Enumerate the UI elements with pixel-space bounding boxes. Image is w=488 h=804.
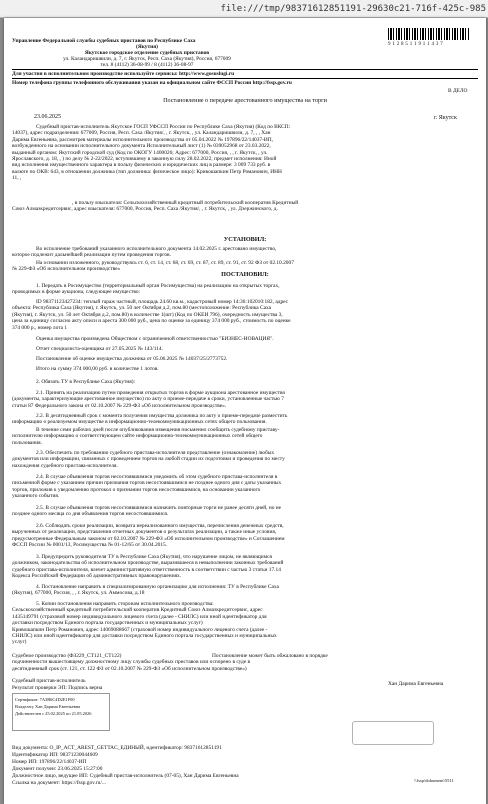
text-line: услуг)	[12, 639, 27, 646]
text-line: На основании изложенного, руководствуясь ст. 6, ст. 14, ст. 68, ст. 69, ст. 87, ст. 89, ст. 91, ст. 92 ФЗ от 02.10.2007	[36, 260, 294, 266]
text-line: ФССП России № 0001/13, Росимущества № 01-12/65 от 30.04.2015.	[12, 542, 168, 549]
signature-check: Результат проверки ЭП: Подпись верна	[12, 685, 103, 691]
divider	[12, 78, 478, 79]
text-line: 14037), адрес подразделения: 677009, Россия, Респ. Саха /Якутия/, , г. Якутск, , ул. Каландаришвили, д. 7, , , Хан	[12, 130, 271, 137]
valuation-line: Оценка имущества произведена Обществом с ограниченной ответственностью "БИЗНЕС-НОВАЦИЯ".	[36, 336, 274, 342]
address-bar[interactable]: file:///tmp/98371612851191-29630c21-716f-425c-985	[0, 0, 488, 18]
text-line: письменной форме с указанием причин признания торгов несостоявшимися не позднее одного дня с даты указанных	[12, 480, 282, 487]
text-line: Союз Алмазкредитсервис, адрес взыскателя: 677000, Россия, Респ. Саха /Якутия/, , г. Якутск, , ул. Дзержинского, д.	[12, 206, 278, 213]
text-line: объекта: Республика Саха (Якутия), г. Якутск, ул. 50 лет Октября д.2, пом.80 (местоположение: Республика Саха	[12, 305, 271, 312]
stamp-icon	[352, 721, 434, 745]
text-line: которое подлежит дальнейшей реализации путем проведения торгов.	[12, 252, 171, 259]
header-line: Якутское городское отделение судебных приставов	[84, 50, 210, 56]
text-line: торгов, приложив к уведомлению протокол о признании торгов несостоявшимися, на основании указанного	[12, 486, 261, 493]
barcode-number: 9 1 2 8 5 1 1 9 1 1 4 3 7	[388, 42, 443, 47]
text-line: СНИЛС) или иной идентификатор для доставки посредством Единого портала государственных и муниципальных	[12, 633, 277, 639]
clause-2-title: 2. Обязать ТУ в Республике Саха (Якутия):	[36, 379, 136, 385]
cert-validity: Действителен с 25.02.2025 по 21.05.2026	[15, 711, 92, 716]
text-line: судебного пристава-исполнителя, влечет административную ответственность в соответствии с частью 3 статьи 17.14	[12, 566, 281, 573]
text-line: Кодекса Российской Федерации об административных правонарушениях.	[12, 573, 182, 580]
meta-line: Номер ИП: 197896/22/14037-ИП	[12, 759, 87, 765]
text-line: Дарима Евгеньевна, рассмотрев материалы исполнительного производства от 05.04.2022 № 197896/22/14037-ИП,	[12, 136, 274, 143]
signer-name: Хан Дарима Евгеньевна	[388, 681, 444, 687]
total-line: Итого на сумму 374 000,00 руб. в количестве 1 лотов.	[36, 366, 159, 372]
text-line: 2.4. В случае объявления торгов несостоявшимися уведомить об этом судебного пристава-исполнителя в	[36, 474, 278, 480]
text-line: подчиненности вышестоящему должностному лицу службы судебных приставов или оспорено в суде в	[12, 659, 251, 666]
text-line: пользования.	[12, 439, 42, 446]
text-line: 2.6. Соблюдать сроки реализации, возврата нереализованного имущества, перечисления денежных средств,	[36, 523, 284, 529]
document-page	[4, 18, 486, 804]
text-line: 2.5. В случае объявления торгов несостоявшимися назначить повторные торги не ранее десяти дней, но не	[36, 505, 282, 511]
e-signature-box	[12, 693, 110, 731]
case-stamp: В ДЕЛО	[448, 88, 468, 94]
resolution-line: Постановление об оценке имущества должника от 05.06.2025 № 14037/25/2773752.	[36, 356, 228, 362]
text-line: 1435149791 (страховой номер индивидуального лицевого счета (далее - СНИЛС) или иной идентификатор для	[12, 613, 267, 620]
header-address: ул. Каландаришвили, д. 7, г. Якутск, Респ. Саха (Якутия), Россия, 677009	[63, 56, 231, 62]
document-title: Постановление о передаче арестованного имущества на торги	[163, 97, 327, 104]
text-line: 2.3. Обеспечить по требованию судебного пристава-исполнителя представление (ознакомление) любых	[36, 450, 275, 456]
header-line: Управление Федеральной службы судебных приставов по Республике Саха	[12, 38, 196, 44]
meta-line: Документ получен: 23.06.2025 15:27:00	[12, 766, 103, 772]
text-line: проводимых в форме аукциона, следующее имущество:	[12, 289, 141, 296]
text-line: (Якутия), г. Якутск, ул. 50 лет Октября д.2, пом.80) в количестве 1(шт) (Код по ОКЕИ 796), очередность имущества 3,	[12, 311, 283, 318]
text-line: № 229-ФЗ «Об исполнительном производстве»	[12, 266, 121, 273]
text-line: 5. Копии постановления направить сторонам исполнительного производства:	[36, 601, 214, 607]
meta-line: Ссылка на документ: https://fssp.gov.ru/...	[12, 780, 106, 786]
text-line: статьи 87 Федерального закона от 02.10.2007 № 229-ФЗ «Об исполнительном производстве».	[12, 402, 227, 409]
barcode-image	[388, 28, 470, 40]
header-phone: тел. 8 (4112) 36-08-99 / 8 (4112) 36-08-97	[100, 62, 194, 68]
footer-path: \\fssp\dokument\5511	[414, 778, 454, 783]
text-line: , в пользу взыскателя: Сельскохозяйственный кредитный потребительский кооператив Кредитный	[72, 200, 299, 206]
meta-line: Должностное лицо, ведущее ИП: Судебный пристав-исполнитель (07-05), Хан Дарима Евгеньевна	[12, 773, 239, 779]
text-line: указанного события.	[12, 493, 60, 500]
text-line: Судебный пристав-исполнитель Якутское ГОСП УФССП России по Республике Саха (Якутия) (Код по ВКСП:	[36, 124, 291, 130]
text-line: исполнителю информацию о соответствующем сайте информационно-телекоммуникационных сетей общего	[12, 433, 263, 440]
text-line: ID 98371123427234: теплый гараж частный, площадь 24.60 кв.м., кадастровый номер 14:36:102010:182, адрес	[36, 299, 289, 305]
document-date: 23.06.2025	[34, 114, 61, 120]
text-line: 2.2. В десятидневный срок с момента получения имущества должника по акту о приеме-передаче разместить	[36, 413, 288, 419]
text-line: нахождения судебного пристава-исполнителя.	[12, 462, 118, 469]
report-line: Отчет специалиста-оценщика от 27.05.2025 № 143/114.	[36, 346, 163, 352]
text-line: должником, законодательства об исполнительном производстве, выразившееся в невыполнении законных требований	[12, 560, 284, 567]
text-line: цена за единицу согласно акту описи и ареста 300 000 руб., цена по оценке за единицу 374 000 руб., стоимость по оценке	[12, 318, 291, 325]
text-line: (документы, характеризующие арестованное имущество) по акту о приеме-передаче в сроки, установленные частью 7	[12, 396, 284, 403]
text-line: Кривошапкин Петр Романович, адрес 14069088667 (страховой номер индивидуального лицевого счета (далее -	[12, 626, 268, 633]
cert-id: Сертификат: 7A3B6C4D2E1F00	[15, 697, 75, 702]
text-line: В течение семи рабочих дней после опубликования извещения письменно сообщить судебному приставу-	[36, 427, 280, 433]
text-line: 374 000 р., номер лота 1	[12, 324, 68, 331]
signer-role: Судебный пристав-исполнитель	[12, 678, 86, 684]
text-line: 1. Передать в Росимущество (территориальный орган Росимущества) на реализацию на открытых торгах,	[36, 283, 280, 289]
text-line: информацию о реализуемом имуществе в информационно-телекоммуникационных сетях общего пользования.	[12, 419, 267, 426]
text-line: Ярославского, д. 18, , ) по делу № 2-22/2022, вступившему в законную силу 28.02.2022, предмет исполнения: Иной	[12, 156, 277, 162]
section-established: УСТАНОВИЛ:	[223, 236, 267, 243]
text-line: документов или информации, связанных с проведением торгов на любой стадии их подготовки и проведения по месту	[12, 456, 285, 463]
text-line: возбужденного на основании исполнительного документа Исполнительный лист (1) № 039052968 от 23.03.2022,	[12, 143, 271, 150]
meta-line: Вид документа: О_IP_ACT_AREST_GETTAC_ЕДИНЫЙ, идентификатор: 98371612851191	[12, 745, 222, 751]
text-line: 2.1. Принять на реализацию путем проведения открытых торгов в форме аукциона арестованное имущество	[36, 390, 286, 396]
text-line: 11, ,	[12, 175, 22, 182]
divider	[12, 69, 478, 70]
text-line: Во исполнение требований указанного исполнительного документа 14.02.2025 г. арестовано имущество,	[36, 246, 277, 252]
document-city: г. Якутск	[434, 115, 457, 121]
text-line: 4. Постановление направить в специализированную организацию для исполнения: ТУ в Республике Саха	[36, 584, 279, 590]
text-line: вид исполнения имущественного характера в пользу физических и юридических лиц в размере: 3 009 733 руб. в	[12, 162, 271, 169]
text-line: Постановление может быть обжаловано в порядке	[212, 653, 328, 659]
services-line: Для участия в исполнительном производстве используйте сервисы: http://www.gosuslugi.ru	[12, 71, 235, 77]
text-line: позднее одного месяца со дня объявления торгов несостоявшимися.	[12, 511, 169, 518]
appeal-prefix: Судебное производство (ФЗ229_СТ121_СТ122)	[12, 653, 122, 659]
text-line: доставки посредством Единого портала государственных и муниципальных услуг)	[12, 620, 203, 627]
text-line: (Якутия), 677000, Россия, , , г. Якутск, ул. Аммосова, д.18	[12, 590, 145, 597]
text-line: валюте по ОКВ: 643, в отношении должника (тип должника: физическое лицо): Кривошапкин Петр Романович, ИНН	[12, 168, 282, 175]
text-line: Сельскохозяйственный кредитный потребительский кооператив Кредитный Союз Алмазкредитсервис, адрес	[12, 607, 263, 614]
header-line: (Якутия)	[136, 44, 158, 50]
text-line: десятидневный срок (ст. 121, ст. 122 ФЗ от 02.10.2007 № 229-ФЗ «Об исполнительном производстве»)	[12, 665, 247, 672]
text-line: предусмотренные Федеральным законом от 02.10.2007 № 229-ФЗ «Об исполнительном производстве» и Соглашением	[12, 535, 285, 542]
meta-line: Идентификатор ИП: 98371230044609	[12, 752, 98, 758]
text-line: вырученных от реализации, представления отчетных документов о результатах реализации, а также иные условия,	[12, 529, 277, 536]
text-line: 3. Предупредить руководителя ТУ в Республике Саха (Якутия), что нарушение лицом, не являющимся	[36, 554, 272, 560]
phone-line: Номер телефона группы телефонного обслуживания указан на официальном сайте ФССП России http://fssp.gov.ru	[12, 80, 292, 86]
section-resolved: ПОСТАНОВИЛ:	[221, 271, 269, 278]
text-line: выданный органом: Якутский городской суд (Код по ОКОГУ 1400026; Адрес: 677000, Россия, , , г. Якутск, , ул.	[12, 149, 268, 156]
cert-owner: Владелец: Хан Дарима Евгеньевна	[15, 704, 81, 709]
